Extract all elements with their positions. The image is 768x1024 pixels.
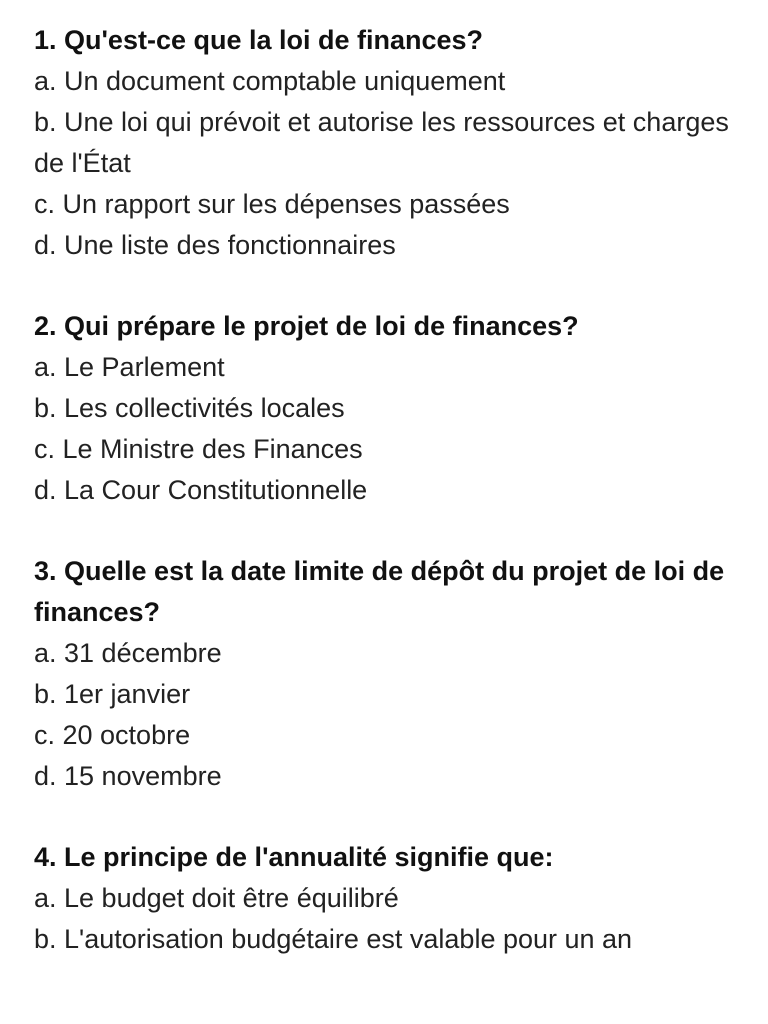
answer-option-a: a. Le budget doit être équilibré [34,883,399,913]
answer-option-a: a. Un document comptable uniquement [34,66,506,96]
answer-option-b: b. Une loi qui prévoit et autorise les ressources et charges de l'État [34,107,729,178]
answer-option-c: c. 20 octobre [34,720,191,750]
answer-option-d: d. Une liste des fonctionnaires [34,230,396,260]
answer-option-d: d. La Cour Constitutionnelle [34,475,368,505]
answer-option-a: a. Le Parlement [34,352,225,382]
question-title: 4. Le principe de l'annualité signifie que: [34,842,554,872]
question-2 [34,306,734,511]
question-4 [34,837,734,960]
answer-option-d: d. 15 novembre [34,761,222,791]
question-1 [34,20,734,266]
answer-option-b: b. Les collectivités locales [34,393,345,423]
question-3 [34,551,734,797]
answer-option-c: c. Le Ministre des Finances [34,434,363,464]
question-title: 1. Qu'est-ce que la loi de finances? [34,25,484,55]
question-title: 3. Quelle est la date limite de dépôt du projet de loi de finances? [34,556,725,627]
question-title: 2. Qui prépare le projet de loi de finances? [34,311,579,341]
answer-option-c: c. Un rapport sur les dépenses passées [34,189,510,219]
answer-option-a: a. 31 décembre [34,638,222,668]
answer-option-b: b. L'autorisation budgétaire est valable pour un an [34,924,633,954]
answer-option-b: b. 1er janvier [34,679,191,709]
